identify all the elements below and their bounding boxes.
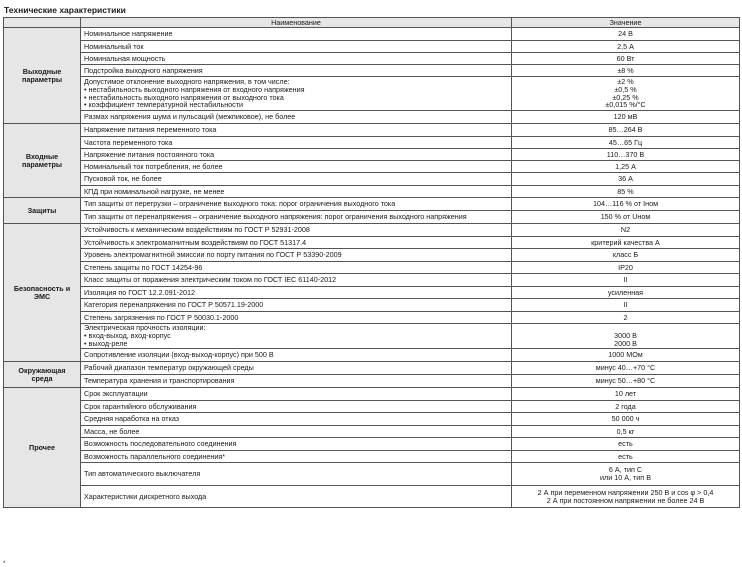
header-section-cell	[4, 18, 81, 28]
param-name: • нестабильность выходного напряжения от выходного тока	[84, 92, 284, 102]
param-name: • выход-реле	[84, 338, 128, 348]
section-label: Выходные параметры	[4, 28, 81, 124]
header-value: Значение	[512, 18, 740, 28]
param-value-cell	[512, 111, 740, 124]
table-row	[4, 111, 740, 124]
section-label: Защиты	[4, 198, 81, 224]
param-value-cell	[512, 65, 740, 77]
param-name: Номинальный ток потребления, не более	[84, 161, 223, 171]
param-value: 2000 В	[614, 338, 637, 348]
param-value-cell	[512, 401, 740, 413]
param-value: 2 А при переменном напряжении 250 В и cos φ > 0,4	[537, 487, 714, 497]
param-value: класс Б	[612, 250, 639, 260]
table-row	[4, 438, 740, 451]
param-name: Срок гарантийного обслуживания	[84, 401, 197, 411]
param-value: 50 000 ч	[611, 414, 640, 424]
param-name: Устойчивость к механическим воздействиям по ГОСТ Р 52931-2008	[84, 225, 310, 235]
table-row	[4, 401, 740, 413]
param-name: Масса, не более	[84, 426, 140, 436]
param-value: 1,25 А	[615, 161, 636, 171]
param-value: 2 А при постоянном напряжении не более 24 В	[546, 495, 705, 505]
param-value-cell	[512, 438, 740, 451]
param-value: 0,5 кг	[616, 426, 635, 436]
param-value: или 10 А, тип В	[600, 473, 651, 482]
param-value: критерий качества А	[591, 237, 660, 247]
param-name: Возможность параллельного соединения*	[84, 451, 226, 461]
param-value: 60 Вт	[616, 53, 635, 63]
param-value: 85 %	[617, 186, 634, 196]
param-name-cell	[81, 413, 512, 426]
param-value-cell	[512, 161, 740, 173]
param-name: Характеристики дискретного выхода	[84, 491, 207, 501]
param-value: 3000 В	[614, 331, 637, 341]
param-name: Тип защиты от перенапряжения – ограничение выходного напряжения: порог ограничения выходного напряжения	[84, 212, 467, 222]
param-value: II	[623, 300, 628, 310]
param-name-cell	[81, 401, 512, 413]
param-name-cell	[81, 362, 512, 375]
param-name: Рабочий диапазон температур окружающей среды	[84, 363, 254, 373]
table-row	[4, 77, 740, 111]
param-value: ±0,015 %/°С	[605, 100, 646, 110]
table-row	[4, 463, 740, 486]
param-value: 6 А, тип С	[608, 465, 643, 475]
param-value: усиленная	[607, 287, 644, 297]
param-name: Степень защиты по ГОСТ 14254-96	[84, 262, 203, 272]
param-value: N2	[620, 225, 631, 235]
param-value: есть	[618, 451, 633, 461]
param-value-cell	[512, 124, 740, 137]
header-name: Наименование	[81, 18, 512, 28]
param-name: Степень загрязнения по ГОСТ Р 50030.1-2000	[84, 312, 239, 322]
param-value: есть	[618, 439, 633, 449]
param-name: Температура хранения и транспортирования	[84, 376, 235, 386]
param-value-cell	[512, 149, 740, 161]
param-value: IP20	[618, 262, 633, 272]
param-name: Электрическая прочность изоляции:	[84, 323, 206, 333]
page-title: Технические характеристики	[4, 5, 126, 15]
table-row	[4, 28, 740, 41]
param-value: ±0,5 %	[614, 84, 637, 94]
param-name-cell	[81, 173, 512, 186]
param-name: Размах напряжения шума и пульсаций (межпиковое), не более	[84, 112, 296, 122]
param-value: минус 50…+80 °С	[595, 376, 656, 386]
param-value-cell	[512, 463, 740, 486]
param-value: 10 лет	[614, 389, 637, 399]
table-row	[4, 198, 740, 211]
param-value: 2,5 А	[617, 41, 634, 51]
param-value: 120 мВ	[613, 112, 638, 122]
table-row	[4, 41, 740, 53]
param-name: • нестабильность выходного напряжения от входного напряжения	[84, 84, 305, 94]
param-name-cell	[81, 486, 512, 508]
table-row	[4, 413, 740, 426]
table-row	[4, 161, 740, 173]
param-name: Тип защиты от перегрузки – ограничение выходного тока: порог ограничения выходного тока	[84, 199, 396, 209]
param-name: Номинальное напряжение	[84, 29, 173, 39]
param-name-cell	[81, 28, 512, 41]
param-name: Подстройка выходного напряжения	[84, 65, 203, 75]
param-value-cell	[512, 53, 740, 65]
param-value-cell	[512, 299, 740, 312]
table-row	[4, 262, 740, 274]
param-name-cell	[81, 375, 512, 388]
param-name-cell	[81, 324, 512, 349]
table-row	[4, 137, 740, 149]
param-value: 2 года	[615, 401, 636, 411]
param-name: Сопротивление изоляции (вход-выход-корпус) при 500 В	[84, 350, 274, 360]
table-row	[4, 173, 740, 186]
param-name: Уровень электромагнитной эмиссии по порту питания по ГОСТ Р 53390-2009	[84, 250, 342, 260]
table-row	[4, 186, 740, 198]
section-label: Прочее	[4, 388, 81, 508]
param-value-cell	[512, 137, 740, 149]
param-name-cell	[81, 186, 512, 198]
param-value: 36 А	[618, 174, 633, 184]
param-value: ±8 %	[617, 65, 634, 75]
param-name: Возможность последовательного соединения	[84, 439, 237, 449]
section-label: Безопасность и ЭМС	[4, 224, 81, 362]
table-header-row	[4, 18, 740, 28]
table-row	[4, 53, 740, 65]
param-name: Срок эксплуатации	[84, 389, 148, 399]
param-name: Категория перенапряжения по ГОСТ Р 50571.19-2000	[84, 300, 264, 310]
param-name-cell	[81, 349, 512, 362]
param-value: 24 В	[618, 29, 633, 39]
param-name: Напряжение питания переменного тока	[84, 125, 217, 135]
param-value: II	[623, 275, 628, 285]
param-value: минус 40…+70 °С	[595, 363, 656, 373]
param-name-cell	[81, 161, 512, 173]
param-name-cell	[81, 274, 512, 287]
param-value: 104…116 % от Iном	[592, 199, 659, 209]
param-value-cell	[512, 451, 740, 463]
param-value-cell	[512, 349, 740, 362]
table-row	[4, 426, 740, 438]
param-value: ±2 %	[617, 76, 634, 86]
param-name: • вход-выход, вход-корпус	[84, 331, 171, 341]
param-value: 2	[623, 312, 628, 322]
table-row	[4, 274, 740, 287]
param-name-cell	[81, 124, 512, 137]
param-value-cell	[512, 186, 740, 198]
param-name-cell	[81, 65, 512, 77]
param-name: Напряжение питания постоянного тока	[84, 149, 215, 159]
param-value-cell	[512, 211, 740, 224]
param-value-cell	[512, 173, 740, 186]
param-value-cell	[512, 312, 740, 324]
param-name-cell	[81, 426, 512, 438]
param-value: 150 % от Uном	[600, 212, 651, 222]
param-name-cell	[81, 137, 512, 149]
param-name-cell	[81, 237, 512, 249]
table-row	[4, 65, 740, 77]
table-row	[4, 149, 740, 161]
param-name-cell	[81, 224, 512, 237]
param-value-cell	[512, 274, 740, 287]
param-value: 110…370 В	[606, 149, 645, 159]
param-name-cell	[81, 312, 512, 324]
spec-table	[3, 17, 740, 508]
table-row	[4, 211, 740, 224]
section-label: Входные параметры	[4, 124, 81, 198]
param-name-cell	[81, 41, 512, 53]
spec-table-body	[4, 28, 740, 508]
param-value: 1000 МОм	[608, 350, 643, 360]
section-label: Окружающая среда	[4, 362, 81, 388]
param-name-cell	[81, 77, 512, 111]
param-value: ±0,25 %	[612, 92, 639, 102]
param-name-cell	[81, 249, 512, 262]
param-value-cell	[512, 486, 740, 508]
param-value-cell	[512, 41, 740, 53]
table-row	[4, 299, 740, 312]
param-name-cell	[81, 438, 512, 451]
table-row	[4, 324, 740, 349]
param-value-cell	[512, 249, 740, 262]
table-row	[4, 312, 740, 324]
param-name: Допустимое отклонение выходного напряжения, в том числе:	[84, 76, 290, 86]
param-name-cell	[81, 53, 512, 65]
param-name-cell	[81, 198, 512, 211]
param-name: • коэффициент температурной нестабильности	[84, 100, 244, 110]
param-value-cell	[512, 413, 740, 426]
param-value-cell	[512, 262, 740, 274]
table-row	[4, 349, 740, 362]
table-row	[4, 124, 740, 137]
param-name: Номинальная мощность	[84, 53, 166, 63]
param-name: Частота переменного тока	[84, 137, 173, 147]
param-name: Класс защиты от поражения электрическим током по ГОСТ IEC 61140-2012	[84, 275, 337, 285]
param-name: КПД при номинальной нагрузке, не менее	[84, 186, 225, 196]
table-row	[4, 375, 740, 388]
param-value: 45…65 Гц	[608, 137, 643, 147]
param-value-cell	[512, 388, 740, 401]
footnote-mark: *	[3, 561, 6, 567]
param-value-cell	[512, 375, 740, 388]
param-name-cell	[81, 149, 512, 161]
param-value-cell	[512, 324, 740, 349]
param-value-cell	[512, 224, 740, 237]
table-row	[4, 362, 740, 375]
param-name-cell	[81, 451, 512, 463]
param-value-cell	[512, 77, 740, 111]
table-row	[4, 388, 740, 401]
param-name-cell	[81, 211, 512, 224]
param-name-cell	[81, 262, 512, 274]
param-name: Пусковой ток, не более	[84, 174, 162, 184]
table-row	[4, 224, 740, 237]
param-name-cell	[81, 388, 512, 401]
param-value-cell	[512, 287, 740, 299]
param-value-cell	[512, 198, 740, 211]
param-value-cell	[512, 426, 740, 438]
table-row	[4, 451, 740, 463]
param-name: Устойчивость к электромагнитным воздействиям по ГОСТ 51317.4	[84, 237, 307, 247]
table-row	[4, 249, 740, 262]
param-value: 85…264 В	[608, 125, 643, 135]
param-value-cell	[512, 237, 740, 249]
param-name: Тип автоматического выключателя	[84, 469, 201, 479]
param-name: Номинальный ток	[84, 41, 144, 51]
param-name-cell	[81, 287, 512, 299]
table-row	[4, 237, 740, 249]
table-row	[4, 486, 740, 508]
table-row	[4, 287, 740, 299]
param-value-cell	[512, 362, 740, 375]
param-value-cell	[512, 28, 740, 41]
param-name-cell	[81, 299, 512, 312]
param-name: Изоляция по ГОСТ 12.2.091-2012	[84, 287, 195, 297]
param-name-cell	[81, 463, 512, 486]
param-name-cell	[81, 111, 512, 124]
param-name: Средняя наработка на отказ	[84, 414, 180, 424]
